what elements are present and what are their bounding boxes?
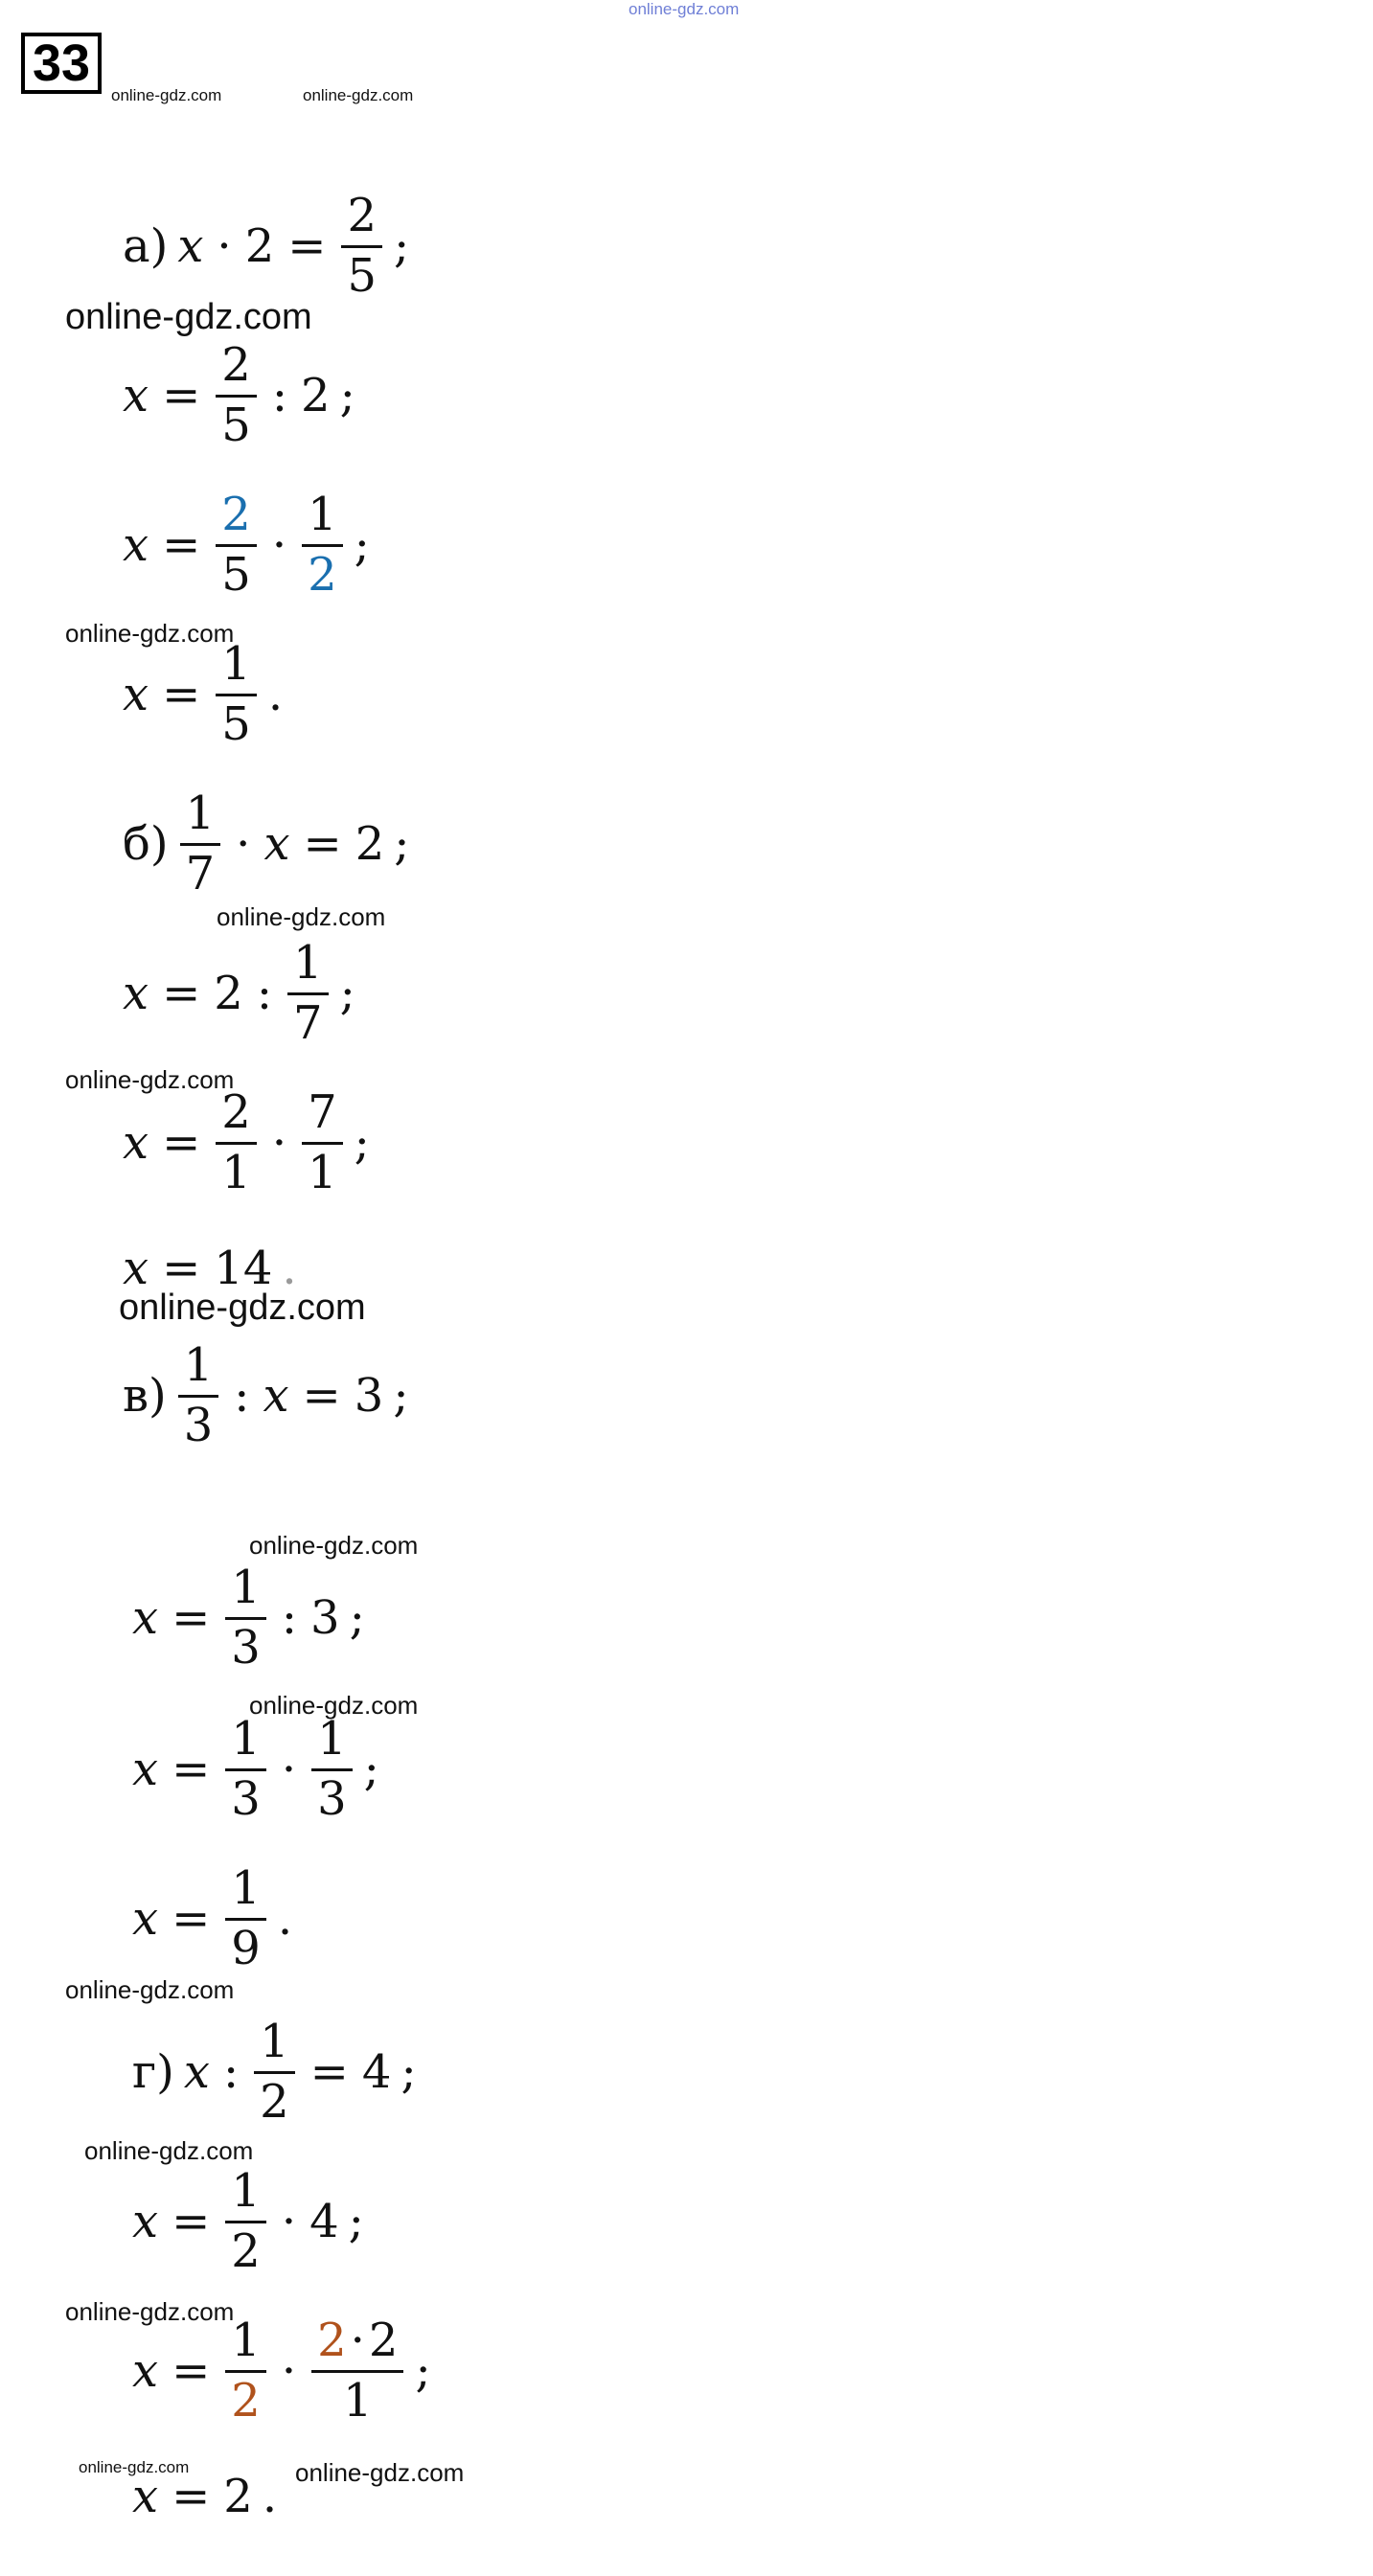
denominator: 5 xyxy=(221,547,251,602)
watermark: online-gdz.com xyxy=(65,619,235,648)
part-d-step-2 xyxy=(132,2316,431,2427)
multiply-sign: · xyxy=(350,2314,365,2367)
equals-sign: = xyxy=(162,967,201,1021)
problem-number: 33 xyxy=(21,33,102,94)
variable-x: x xyxy=(263,817,290,872)
numerator: 2 xyxy=(221,338,251,392)
number: 14 xyxy=(214,1242,273,1295)
variable-x: x xyxy=(123,1242,149,1295)
fraction xyxy=(216,1085,257,1199)
fraction xyxy=(216,637,257,751)
part-b-step-1 xyxy=(123,936,355,1050)
fraction xyxy=(311,2316,403,2427)
part-c-step-2 xyxy=(132,1712,379,1826)
fraction xyxy=(341,189,382,303)
fraction xyxy=(178,1338,219,1452)
variable-x: x xyxy=(132,1892,159,1947)
watermark: online-gdz.com xyxy=(119,1288,366,1328)
part-a-step-2 xyxy=(123,490,370,601)
part-d-step-3 xyxy=(132,2470,278,2523)
denominator: 3 xyxy=(183,1398,214,1452)
fraction xyxy=(225,1712,266,1826)
multiply-sign: · xyxy=(236,817,251,872)
denominator: 2 xyxy=(260,2074,289,2129)
equals-sign: = xyxy=(303,817,342,872)
denominator: 7 xyxy=(185,846,216,900)
numerator: 1 xyxy=(231,2164,261,2218)
number: 4 xyxy=(361,2045,392,2100)
denominator: 3 xyxy=(317,1771,347,1826)
equals-sign: = xyxy=(162,668,201,722)
multiply-sign: · xyxy=(281,1743,297,1797)
terminator: . xyxy=(277,1892,293,1947)
equals-sign: = xyxy=(162,369,201,423)
numerator: 1 xyxy=(293,936,323,990)
variable-x: x xyxy=(123,967,149,1021)
watermark: online-gdz.com xyxy=(295,2458,465,2487)
number: 2 xyxy=(214,967,243,1021)
multiply-sign: · xyxy=(281,2195,297,2249)
part-d-equation xyxy=(132,2017,417,2128)
part-label: б) xyxy=(123,817,169,872)
part-c-equation xyxy=(123,1338,409,1452)
fraction xyxy=(302,490,343,601)
multiply-sign: · xyxy=(271,1116,287,1171)
terminator: ; xyxy=(415,2344,431,2399)
equals-sign: = xyxy=(162,1242,201,1295)
number: 3 xyxy=(354,1369,384,1424)
fraction xyxy=(311,1712,353,1826)
number: 2 xyxy=(355,817,385,872)
part-a-equation xyxy=(123,189,410,303)
part-d-step-1 xyxy=(132,2164,364,2278)
divide-sign: : xyxy=(222,2045,240,2100)
part-b-equation xyxy=(123,786,410,900)
part-label: а) xyxy=(123,219,169,274)
watermark: online-gdz.com xyxy=(249,1691,419,1720)
divide-sign: : xyxy=(256,967,273,1021)
watermark: online-gdz.com xyxy=(79,2458,190,2476)
part-a-step-1 xyxy=(123,338,355,452)
denominator: 9 xyxy=(231,1921,261,1975)
denominator: 3 xyxy=(231,1771,261,1826)
denominator: 7 xyxy=(293,995,323,1050)
denominator-cancelled: 2 xyxy=(231,2373,261,2428)
numerator xyxy=(311,2316,403,2366)
variable-x: x xyxy=(132,1743,159,1797)
numerator-cancelled: 2 xyxy=(221,488,251,541)
variable-x: x xyxy=(263,1369,289,1424)
fraction xyxy=(225,1563,266,1674)
watermark: online-gdz.com xyxy=(65,2297,235,2326)
variable-x: x xyxy=(123,518,149,573)
fraction xyxy=(225,2316,266,2427)
equals-sign: = xyxy=(287,219,327,274)
numerator: 7 xyxy=(308,1085,337,1139)
part-label: в) xyxy=(123,1369,167,1424)
equals-sign: = xyxy=(172,2470,211,2523)
number: 2 xyxy=(301,369,331,423)
fraction xyxy=(180,786,221,900)
divide-sign: : xyxy=(234,1369,250,1424)
denominator: 2 xyxy=(231,2223,261,2278)
watermark: online-gdz.com xyxy=(65,297,312,337)
variable-x: x xyxy=(183,2045,210,2100)
fraction xyxy=(216,338,257,452)
numerator: 1 xyxy=(317,1712,347,1766)
variable-x: x xyxy=(132,2195,159,2249)
equals-sign: = xyxy=(162,518,201,573)
numerator: 1 xyxy=(231,1712,261,1766)
watermark: online-gdz.com xyxy=(65,1065,235,1094)
equals-sign: = xyxy=(172,1591,211,1646)
terminator: ; xyxy=(363,1743,379,1797)
terminator: ; xyxy=(339,967,355,1021)
equals-sign: = xyxy=(162,1116,201,1171)
watermark: online-gdz.com xyxy=(217,902,386,931)
watermark: online-gdz.com xyxy=(65,1975,235,2004)
part-b-step-2 xyxy=(123,1085,370,1199)
number: 3 xyxy=(310,1591,340,1646)
watermark: online-gdz.com xyxy=(111,86,222,104)
number: 2 xyxy=(368,2314,399,2367)
fraction xyxy=(254,2017,295,2128)
fraction xyxy=(225,1861,266,1975)
equals-sign: = xyxy=(309,2045,349,2100)
terminator: ; xyxy=(339,369,355,423)
numerator: 1 xyxy=(231,1561,261,1614)
number: 2 xyxy=(223,2470,253,2523)
variable-x: x xyxy=(123,369,149,423)
numerator: 1 xyxy=(183,1338,214,1392)
denominator: 1 xyxy=(308,1145,337,1199)
terminator: ; xyxy=(354,1116,370,1171)
equals-sign: = xyxy=(172,1892,211,1947)
multiply-sign: · xyxy=(271,518,287,573)
equals-sign: = xyxy=(302,1369,341,1424)
variable-x: x xyxy=(177,219,204,274)
terminator: ; xyxy=(394,817,410,872)
part-label: г) xyxy=(132,2045,174,2100)
variable-x: x xyxy=(123,1116,149,1171)
fraction xyxy=(216,490,257,601)
terminator: ; xyxy=(348,2195,364,2249)
terminator: ; xyxy=(393,1369,409,1424)
divide-sign: : xyxy=(281,1591,298,1646)
fraction xyxy=(287,936,329,1050)
variable-x: x xyxy=(132,2344,159,2399)
part-b-step-3 xyxy=(123,1242,297,1295)
denominator: 5 xyxy=(347,248,377,303)
part-c-step-3 xyxy=(132,1861,293,1975)
denominator: 1 xyxy=(343,2373,373,2428)
part-a-step-3 xyxy=(123,637,284,751)
denominator: 5 xyxy=(221,398,251,452)
fraction xyxy=(225,2164,266,2278)
equals-sign: = xyxy=(172,2195,211,2249)
variable-x: x xyxy=(123,668,149,722)
numerator: 1 xyxy=(185,786,216,840)
variable-x: x xyxy=(132,1591,159,1646)
terminator: . xyxy=(282,1242,297,1295)
denominator: 1 xyxy=(221,1145,251,1199)
part-c-step-1 xyxy=(132,1563,365,1674)
variable-x: x xyxy=(132,2470,159,2523)
denominator: 5 xyxy=(221,696,251,751)
equals-sign: = xyxy=(172,2344,211,2399)
numerator: 1 xyxy=(308,488,337,541)
terminator: . xyxy=(267,668,284,722)
multiply-sign: · xyxy=(281,2344,297,2399)
fraction xyxy=(302,1085,343,1199)
terminator: ; xyxy=(400,2045,417,2100)
equals-sign: = xyxy=(172,1743,211,1797)
denominator: 3 xyxy=(231,1620,261,1675)
watermark: online-gdz.com xyxy=(303,86,414,104)
watermark: online-gdz.com xyxy=(249,1531,419,1560)
terminator: ; xyxy=(394,219,410,274)
terminator: ; xyxy=(349,1591,365,1646)
watermark: online-gdz.com xyxy=(84,2136,254,2165)
multiply-sign: · xyxy=(217,219,232,274)
terminator: ; xyxy=(354,518,370,573)
number: 4 xyxy=(309,2195,339,2249)
divide-sign: : xyxy=(271,369,288,423)
numerator: 1 xyxy=(260,2015,289,2068)
number: 2 xyxy=(244,219,275,274)
top-watermark: online-gdz.com xyxy=(629,0,740,18)
numerator: 1 xyxy=(231,1861,261,1915)
numerator: 2 xyxy=(221,1085,251,1139)
numerator-cancelled: 2 xyxy=(317,2314,347,2367)
numerator: 1 xyxy=(231,2314,261,2367)
terminator: . xyxy=(262,2470,278,2523)
denominator-cancelled: 2 xyxy=(308,547,337,602)
numerator: 1 xyxy=(221,637,251,691)
numerator: 2 xyxy=(347,189,377,242)
